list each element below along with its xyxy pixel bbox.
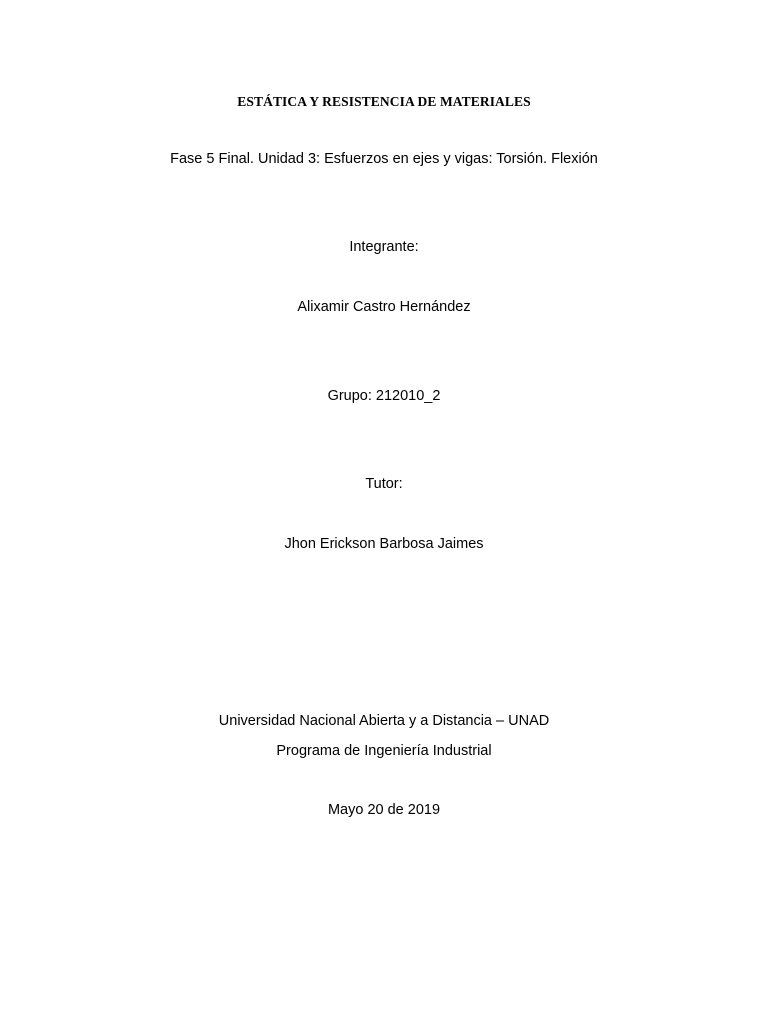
university-name: Universidad Nacional Abierta y a Distancia – UNAD <box>218 713 550 729</box>
program-name: Programa de Ingeniería Industrial <box>276 743 492 759</box>
tutor-name: Jhon Erickson Barbosa Jaimes <box>284 536 484 552</box>
document-subtitle: Fase 5 Final. Unidad 3: Esfuerzos en ejes y vigas: Torsión. Flexión <box>170 151 598 167</box>
document-title: ESTÁTICA Y RESISTENCIA DE MATERIALES <box>237 94 531 109</box>
member-label: Integrante: <box>349 239 419 255</box>
document-date: Mayo 20 de 2019 <box>327 802 441 818</box>
tutor-label: Tutor: <box>365 476 403 492</box>
group-label: Grupo: 212010_2 <box>327 388 441 404</box>
member-name: Alixamir Castro Hernández <box>297 299 471 315</box>
